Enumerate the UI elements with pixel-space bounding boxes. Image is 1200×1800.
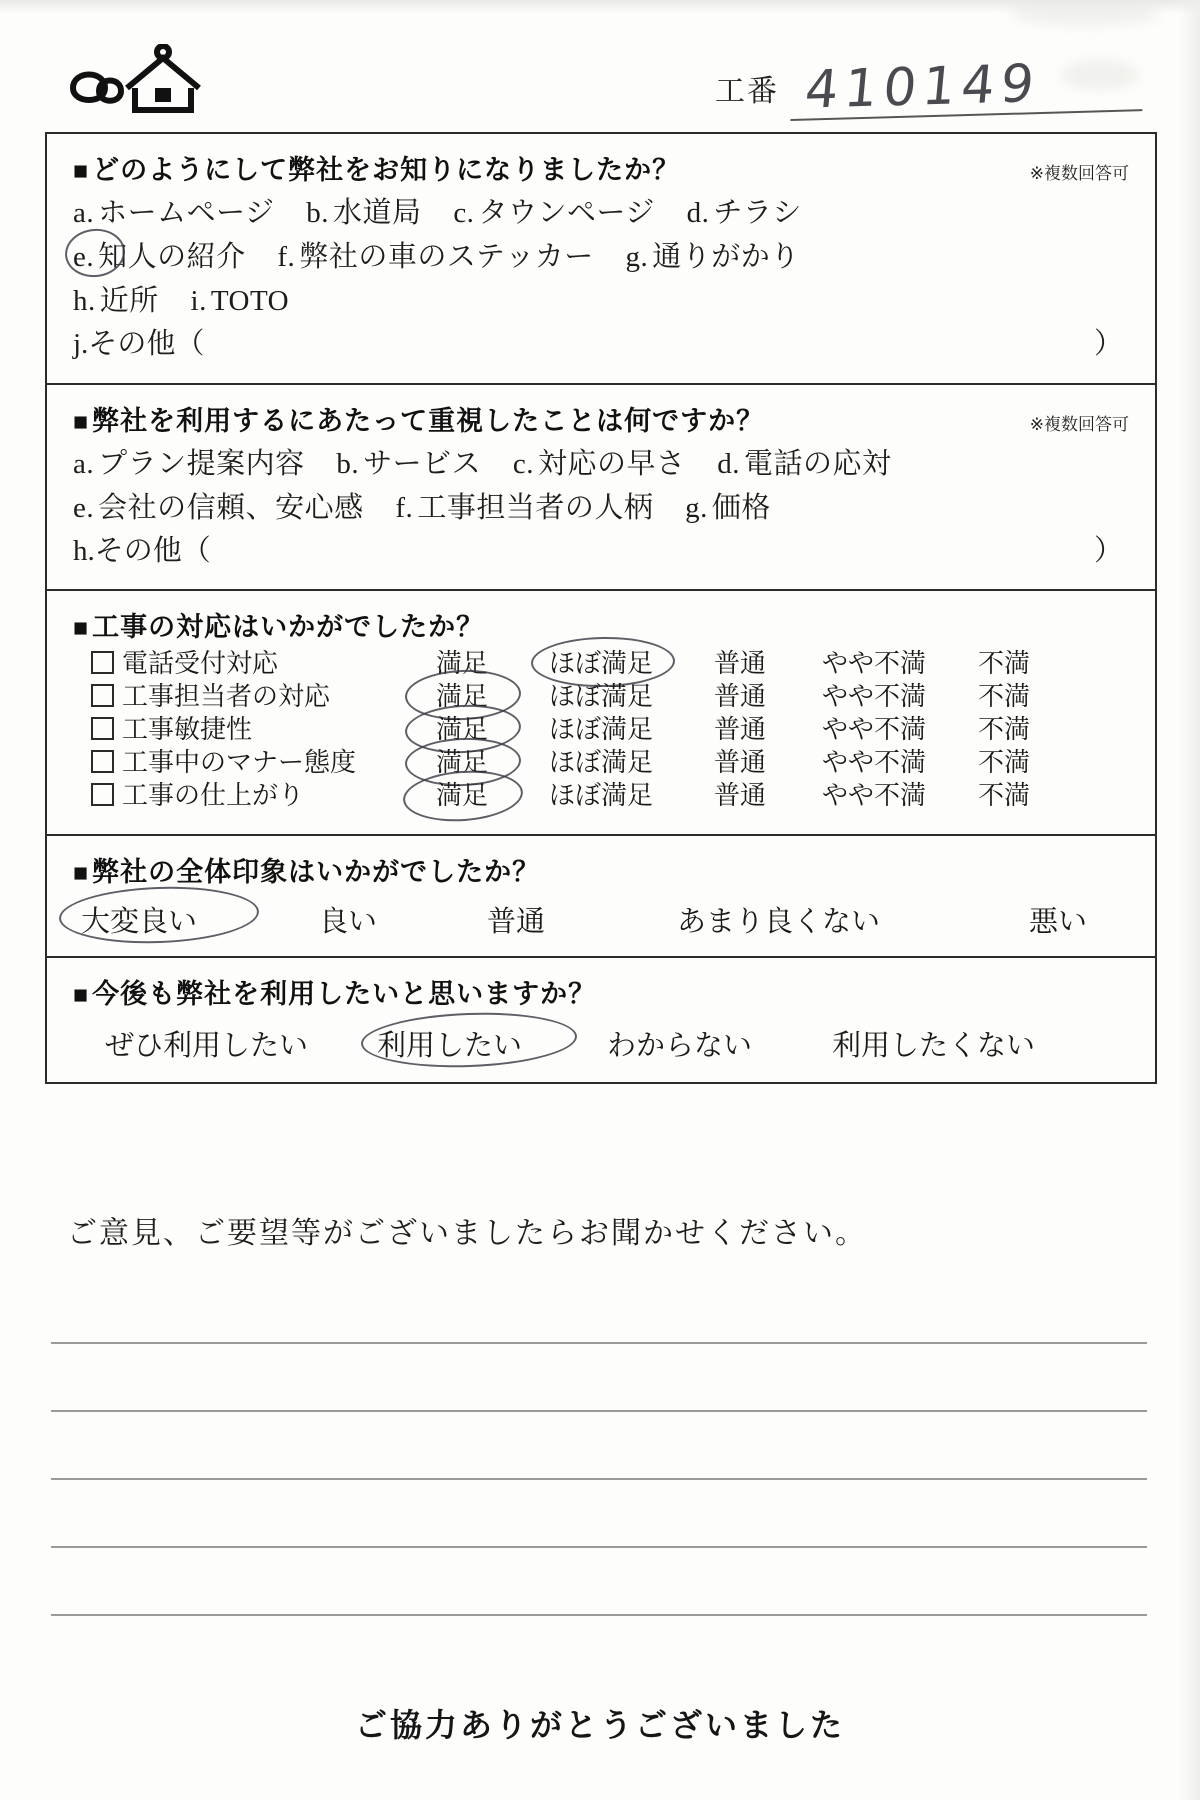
option-label: 工事担当者の人柄 [417,491,654,524]
option-label: 通りがかり [652,241,800,274]
scale-option-mostly-satisfied[interactable]: ほぼ満足 [548,715,653,745]
option-label: ホームページ [98,197,275,229]
option-g[interactable] [625,235,799,279]
option-paren-close: ） [1093,328,1123,361]
option-label: 電話の応対 [744,447,892,480]
future-option-unsure[interactable]: わからない [607,1030,753,1063]
option-c[interactable] [513,442,686,486]
option-letter: e. [73,491,95,524]
scale-option-slightly-dissatisfied[interactable]: やや不満 [821,748,926,778]
option-f[interactable] [277,235,593,279]
option-e[interactable] [73,235,246,279]
option-line [73,191,1129,235]
comment-line[interactable] [51,1480,1147,1548]
question-title: どのようにして弊社をお知りになりましたか？ [92,155,681,186]
rating-row-label: 工事中のマナー態度 [73,750,403,776]
scale-option-dissatisfied[interactable]: 不満 [977,715,1030,745]
option-h[interactable] [73,279,159,323]
option-letter: c. [512,447,535,480]
comment-line[interactable] [51,1344,1147,1412]
option-a[interactable] [73,191,275,235]
question-note: ※複数回答可 [1029,414,1129,435]
checkbox-icon[interactable] [91,684,114,707]
option-letter: d. [717,447,741,480]
scale-option-slightly-dissatisfied[interactable]: やや不満 [821,649,926,679]
rating-row [73,750,1129,776]
option-letter: c. [453,197,475,229]
question-heading [73,972,1129,1011]
rating-scale [403,684,1129,710]
scale-option-slightly-dissatisfied[interactable]: やや不満 [821,682,926,712]
scale-option-dissatisfied[interactable]: 不満 [977,748,1030,778]
scale-option-normal[interactable]: 普通 [713,748,766,778]
koban-value[interactable]: 410149 [790,55,1147,121]
scan-artifact [1010,0,1160,26]
option-i[interactable] [191,279,290,323]
option-label: 水道局 [333,197,422,229]
question-title: 工事の対応はいかがでしたか？ [92,612,485,644]
scale-option-satisfied[interactable]: 満足 [403,750,521,776]
bullet-square-icon: ■ [73,982,89,1010]
option-line [73,442,1129,486]
rating-scale [403,717,1129,743]
option-g[interactable] [685,486,771,530]
scale-option-satisfied[interactable]: 満足 [403,783,521,809]
scale-option-satisfied[interactable]: 満足 [403,717,521,743]
checkbox-icon[interactable] [91,783,114,806]
rating-scale [403,651,1129,677]
option-label: 知人の紹介 [98,241,246,274]
bullet-square-icon: ■ [73,615,89,643]
rating-row-label: 工事担当者の対応 [73,684,403,710]
option-d[interactable] [687,191,802,235]
question-heading [73,148,1129,187]
option-label: チラシ [713,197,802,229]
option-label: 近所 [99,285,159,318]
option-line [73,235,1129,279]
scale-option-normal[interactable]: 普通 [713,781,766,811]
option-line [73,279,1129,323]
rating-block [47,591,1155,836]
option-b[interactable] [306,191,421,235]
future-use-block [47,958,1155,1082]
checkbox-icon[interactable] [91,651,114,674]
option-letter: e. [73,241,95,274]
option-paren-close: ） [1093,534,1123,567]
option-d[interactable] [717,442,891,486]
scale-option-dissatisfied[interactable]: 不満 [977,682,1030,712]
option-label: プラン提案内容 [98,447,305,480]
form-header [55,38,1145,130]
bullet-square-icon: ■ [73,408,89,436]
handwritten-circle-mark [58,884,260,947]
option-a[interactable] [73,442,305,486]
option-letter: f. [395,491,414,524]
scale-option-dissatisfied[interactable]: 不満 [977,781,1030,811]
rating-row-label: 工事敏捷性 [73,717,403,743]
option-letter: b. [336,447,360,480]
future-option-definitely-use[interactable]: ぜひ利用したい [105,1030,309,1063]
option-e[interactable] [73,486,364,530]
handwritten-circle-mark [360,1010,578,1072]
option-label: その他（ [88,328,205,361]
option-letter: f. [277,241,296,274]
impression-option-not-very-good[interactable]: あまり良くない [677,906,881,939]
koban-field-area [715,53,1145,121]
scale-option-mostly-satisfied[interactable]: ほぼ満足 [548,781,653,811]
rating-scale [403,750,1129,776]
scale-option-satisfied[interactable]: 満足 [435,649,488,679]
scale-option-satisfied[interactable]: 満足 [403,684,521,710]
rating-row [73,651,1129,677]
future-option-would-not-use[interactable]: 利用したくない [832,1030,1036,1063]
scale-option-normal[interactable]: 普通 [713,682,766,712]
question-title: 弊社を利用するにあたって重視したことは何ですか？ [92,405,765,437]
checkbox-icon[interactable] [91,717,114,740]
option-letter: g. [625,241,649,274]
impression-option-very-good[interactable]: 大変良い [81,899,319,940]
rating-row [73,783,1129,809]
option-letter: h. [73,534,95,567]
option-label: TOTO [210,285,290,318]
option-letter: h. [73,285,96,318]
scan-edge [1178,0,1200,1800]
option-f[interactable] [395,486,653,530]
rating-row-label: 工事の仕上がり [73,783,403,809]
comment-line[interactable] [51,1412,1147,1480]
question-heading [73,850,1129,889]
option-letter: g. [685,491,708,524]
comment-line[interactable] [51,1276,1147,1344]
scale-option-slightly-dissatisfied[interactable]: やや不満 [821,715,926,745]
impression-option-normal[interactable]: 普通 [487,906,546,939]
house-logo-icon [65,44,225,124]
option-letter: b. [306,197,330,229]
option-letter: i. [190,285,207,318]
question-heading [73,605,1129,644]
survey-form [45,132,1157,1084]
scale-option-mostly-satisfied[interactable]: ほぼ満足 [548,682,653,712]
impression-option-bad[interactable]: 悪い [1028,906,1087,939]
option-label: 対応の早さ [538,447,686,480]
option-c[interactable] [453,191,655,235]
question-title: 弊社の全体印象はいかがでしたか？ [92,857,541,889]
koban-label: 工番 [715,74,779,109]
rating-row-label: 電話受付対応 [73,651,403,677]
future-option-would-use[interactable]: 利用したい [377,1023,607,1064]
question-block-q2 [47,385,1155,592]
option-label: 価格 [711,491,771,524]
option-letter: a. [73,447,95,480]
impression-options [73,899,1129,940]
rating-row [73,717,1129,743]
future-options [73,1023,1129,1064]
option-label: その他（ [94,534,211,567]
option-line [73,486,1129,530]
question-heading [73,399,1129,438]
option-label: 弊社の車のステッカー [299,241,594,274]
question-block-q1 [47,134,1155,385]
question-title: 今後も弊社を利用したいと思いますか？ [92,979,597,1011]
impression-option-good[interactable]: 良い [319,906,378,939]
option-letter: a. [73,197,95,229]
comments-title: ご意見、ご要望等がございましたらお聞かせください。 [67,1217,867,1250]
thanks-message: ご協力ありがとうございました [354,1706,845,1744]
scale-option-normal[interactable]: 普通 [713,649,766,679]
checkbox-icon[interactable] [91,750,114,773]
option-label: タウンページ [478,197,655,229]
scale-option-mostly-satisfied[interactable]: ほぼ満足 [521,651,681,677]
rating-row [73,684,1129,710]
question-note: ※複数回答可 [1029,164,1129,184]
scale-option-mostly-satisfied[interactable]: ほぼ満足 [548,748,653,778]
comment-line[interactable] [51,1548,1147,1616]
option-label: サービス [363,447,482,480]
impression-block [47,836,1155,958]
option-label: 会社の信頼、安心感 [98,491,364,524]
option-letter: j. [73,328,89,361]
bullet-square-icon: ■ [73,860,89,888]
scale-option-normal[interactable]: 普通 [713,715,766,745]
scale-option-slightly-dissatisfied[interactable]: やや不満 [821,781,926,811]
rating-scale [403,783,1129,809]
comments-section [45,1208,1157,1616]
bullet-square-icon: ■ [73,158,89,185]
option-letter: d. [686,197,710,229]
option-other-h[interactable] [73,530,1129,574]
option-other-j[interactable] [73,323,1129,367]
option-b[interactable] [336,442,481,486]
scale-option-dissatisfied[interactable]: 不満 [977,649,1030,679]
